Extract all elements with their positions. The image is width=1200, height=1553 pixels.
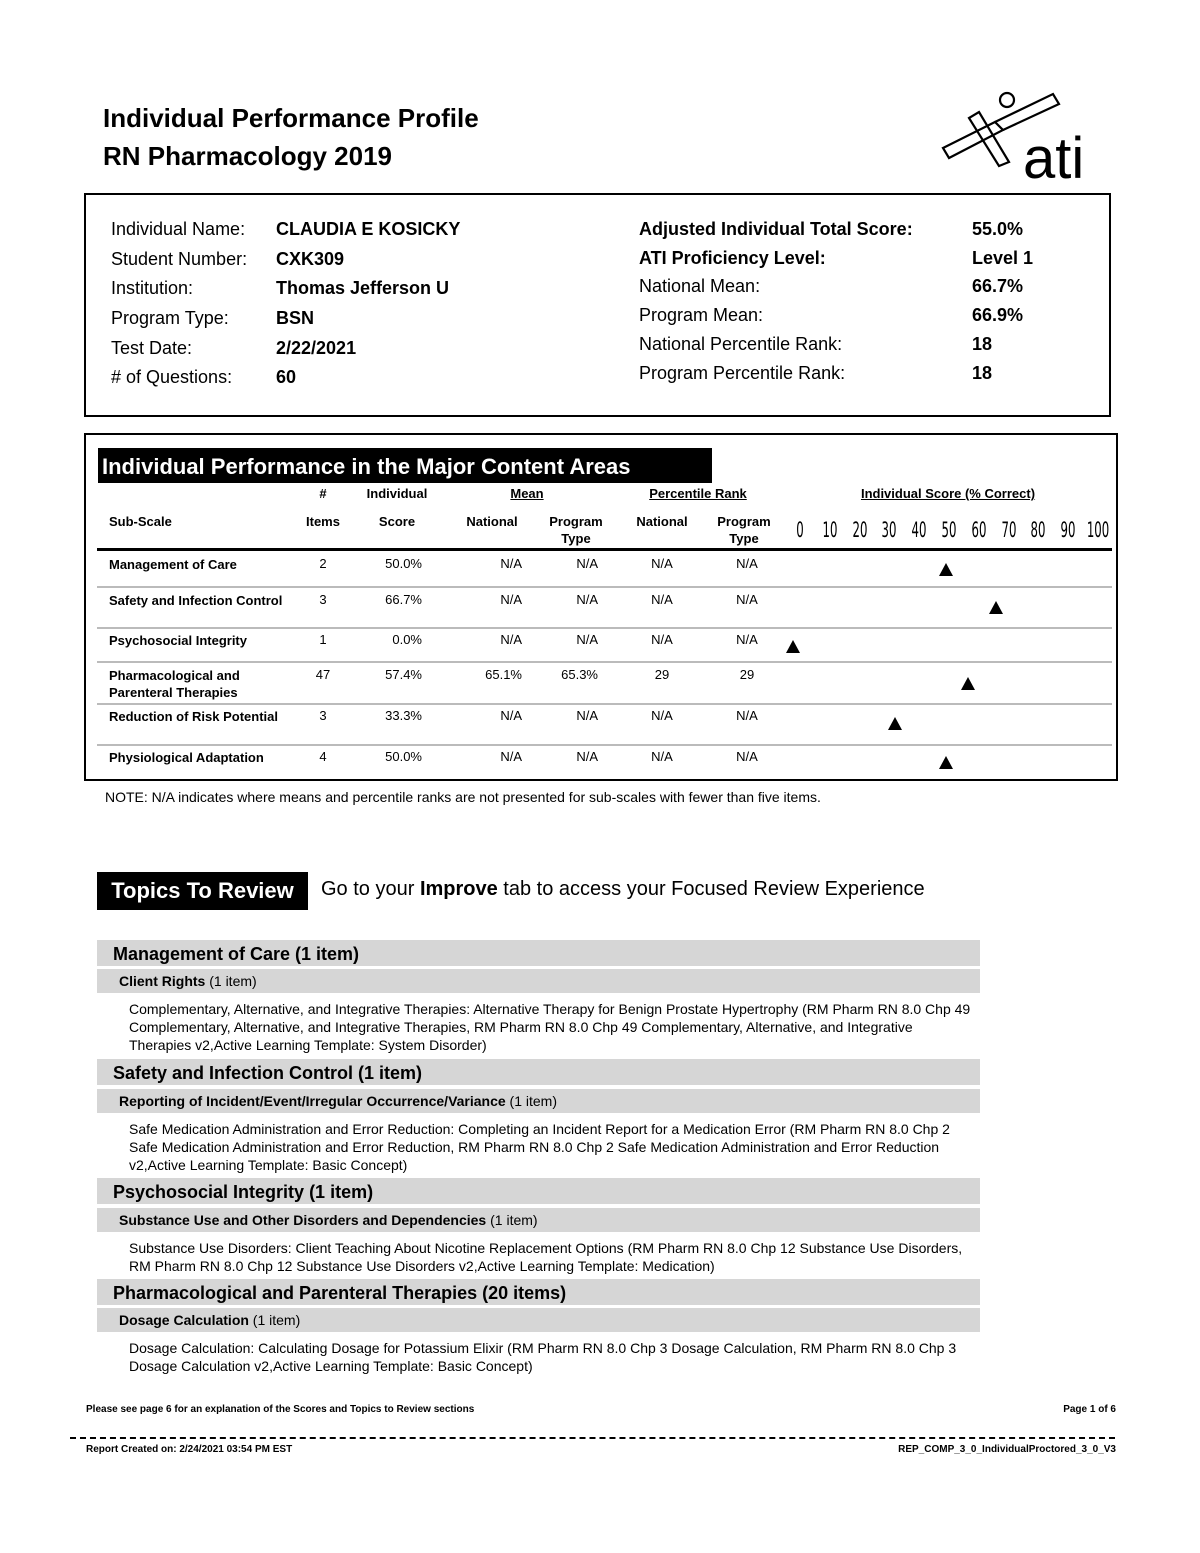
axis-tick-label: 50 <box>941 518 957 542</box>
footer-note: Please see page 6 for an explanation of the Scores and Topics to Review sections <box>86 1404 475 1415</box>
row-divider <box>97 744 1112 746</box>
score-marker <box>939 563 953 576</box>
program-mean: 66.9% <box>972 305 1024 326</box>
score-info-list <box>639 215 1033 388</box>
axis-tick-label: 80 <box>1030 518 1046 542</box>
topic-group-title: Pharmacological and Parenteral Therapies (20 items) <box>97 1279 980 1305</box>
axis-tick-label: 70 <box>1001 518 1017 542</box>
performance-heading: Individual Performance in the Major Content Areas <box>98 448 712 483</box>
subscale-name: Management of Care <box>109 557 237 572</box>
program-mean-value: N/A <box>576 708 598 723</box>
na-note: NOTE: N/A indicates where means and percentile ranks are not presented for sub-scales with fewer than five items. <box>105 789 821 805</box>
info-row-student-number: Student Number: CXK309 <box>111 248 345 269</box>
axis-tick-label: 90 <box>1060 518 1076 542</box>
national-mean-value: N/A <box>500 556 522 571</box>
header-chart-group: Individual Score (% Correct) <box>860 486 1036 501</box>
improve-tab-link: Improve <box>419 878 498 900</box>
topic-group-title: Psychosocial Integrity (1 item) <box>97 1178 980 1204</box>
report-code: REP_COMP_3_0_IndividualProctored_3_0_V3 <box>898 1444 1116 1455</box>
subscale-name: Reduction of Risk Potential <box>109 709 279 724</box>
subscale-name: Safety and Infection Control <box>109 593 283 608</box>
topic-subgroup: Substance Use and Other Disorders and Dependencies (1 item) <box>97 1208 980 1232</box>
test-date: 2/22/2021 <box>276 337 357 358</box>
student-info-box <box>84 193 1111 417</box>
report-title: Individual Performance Profile <box>103 103 479 133</box>
individual-score: 0.0% <box>392 632 422 647</box>
items-count: 1 <box>319 632 327 647</box>
topic-description: Substance Use Disorders: Client Teaching About Nicotine Replacement Options (RM Pharm RN 8.0 Chp 12 Substance Use Disorders, RM Pharm RN 8.0 Chp 12 Substance Use Disorders v2,Active Learning Template: Medication) <box>129 1240 963 1274</box>
info-row-program-mean: Program Mean: 66.9% <box>639 305 1024 326</box>
score-marker <box>888 717 902 730</box>
individual-score: 50.0% <box>385 556 422 571</box>
items-count: 4 <box>319 749 327 764</box>
subscale-name: Psychosocial Integrity <box>109 633 247 648</box>
national-mean-value: N/A <box>500 749 522 764</box>
header-mean-group: Mean <box>510 486 544 501</box>
topic-group-title: Safety and Infection Control (1 item) <box>97 1059 980 1085</box>
info-row-national-rank: National Percentile Rank: 18 <box>639 334 993 355</box>
subscale-name: Physiological Adaptation <box>109 750 264 765</box>
national-mean-value: N/A <box>500 632 522 647</box>
national-rank-value: N/A <box>651 592 673 607</box>
info-row-program-rank: Program Percentile Rank: 18 <box>639 362 993 383</box>
program-rank-value: N/A <box>736 749 758 764</box>
topic-subgroup: Client Rights (1 item) <box>97 969 980 993</box>
student-name: CLAUDIA E KOSICKY <box>276 219 461 240</box>
topic-description: Dosage Calculation: Calculating Dosage for Potassium Elixir (RM Pharm RN 8.0 Chp 3 Dosage Calculation, RM Pharm RN 8.0 Chp 3 Dosage Calculation v2,Active Learning Template: Basic Concept) <box>129 1340 957 1374</box>
info-row-total-score: Adjusted Individual Total Score: 55.0% <box>639 218 1024 239</box>
header-score: Score <box>378 514 416 529</box>
national-percentile-rank: 18 <box>972 334 993 355</box>
row-divider <box>97 627 1112 629</box>
program-rank-value: N/A <box>736 632 758 647</box>
footer-divider <box>70 1437 1115 1439</box>
proficiency-level: Level 1 <box>972 247 1034 268</box>
national-mean-value: N/A <box>500 592 522 607</box>
row-divider <box>97 661 1112 663</box>
institution: Thomas Jefferson U <box>276 278 450 299</box>
national-mean: 66.7% <box>972 276 1024 297</box>
national-rank-value: N/A <box>651 708 673 723</box>
ati-logo-text: ati <box>1023 126 1085 186</box>
topic-subgroup: Reporting of Incident/Event/Irregular Occurrence/Variance (1 item) <box>97 1089 980 1113</box>
topics-intro: Go to your Improve tab to access your Focused Review Experience <box>321 878 925 900</box>
individual-score: 33.3% <box>385 708 422 723</box>
header-program-mean-2: Type <box>561 531 591 546</box>
info-row-questions: # of Questions: 60 <box>111 367 297 388</box>
program-rank-value: 29 <box>739 667 755 682</box>
score-marker <box>939 756 953 769</box>
row-divider <box>97 586 1112 588</box>
national-rank-value: N/A <box>651 556 673 571</box>
header-subscale: Sub-Scale <box>109 514 172 529</box>
individual-score: 50.0% <box>385 749 422 764</box>
header-score-top: Individual <box>366 486 428 501</box>
score-marker <box>961 677 975 690</box>
info-row-institution: Institution: Thomas Jefferson U <box>111 278 450 299</box>
info-row-test-date: Test Date: 2/22/2021 <box>111 337 357 358</box>
row-divider <box>97 703 1112 705</box>
header-program-mean-1: Program <box>549 514 603 529</box>
items-count: 2 <box>319 556 327 571</box>
header-rank-group: Percentile Rank <box>649 486 747 501</box>
axis-tick-label: 40 <box>911 518 927 542</box>
items-count: 3 <box>319 708 327 723</box>
topic-subgroup: Dosage Calculation (1 item) <box>97 1308 980 1332</box>
score-marker <box>989 601 1003 614</box>
header-items-top: # <box>319 486 327 501</box>
header-program-rank-2: Type <box>729 531 759 546</box>
program-rank-value: N/A <box>736 556 758 571</box>
info-row-name: Individual Name: CLAUDIA E KOSICKY <box>111 219 461 240</box>
axis-tick-label: 0 <box>796 518 804 542</box>
axis-tick-label: 20 <box>852 518 868 542</box>
header-program-rank-1: Program <box>717 514 771 529</box>
info-row-program-type: Program Type: BSN <box>111 308 315 329</box>
national-rank-value: N/A <box>651 749 673 764</box>
individual-score: 57.4% <box>385 667 422 682</box>
program-mean-value: N/A <box>576 556 598 571</box>
total-score: 55.0% <box>972 218 1024 239</box>
axis-tick-label: 30 <box>881 518 897 542</box>
student-info-list <box>111 215 460 393</box>
report-subtitle: RN Pharmacology 2019 <box>103 141 393 171</box>
table-header-rule <box>97 548 1112 551</box>
header-items: Items <box>306 514 340 529</box>
report-created: Report Created on: 2/24/2021 03:54 PM EST <box>86 1444 293 1455</box>
national-mean-value: 65.1% <box>485 667 522 682</box>
program-mean-value: N/A <box>576 592 598 607</box>
score-marker <box>786 640 800 653</box>
page-number: Page 1 of 6 <box>1063 1404 1116 1415</box>
header-national-rank: National <box>636 514 688 529</box>
national-rank-value: N/A <box>651 632 673 647</box>
topic-description: Safe Medication Administration and Error Reduction: Completing an Incident Report for a Medication Error (RM Pharm RN 8.0 Chp 2 Safe Medication Administration and Error Reduction, RM Pharm RN 8.0 Chp 2 Safe Medication Administration and Error Reduction v2,Active Learning Template: Basic Concept) <box>129 1121 950 1173</box>
student-number: CXK309 <box>276 248 345 269</box>
question-count: 60 <box>276 367 297 388</box>
program-mean-value: 65.3% <box>561 667 598 682</box>
program-mean-value: N/A <box>576 749 598 764</box>
subscale-name: Pharmacological and Parenteral Therapies <box>109 668 240 700</box>
items-count: 3 <box>319 592 327 607</box>
items-count: 47 <box>315 667 331 682</box>
individual-score: 66.7% <box>385 592 422 607</box>
program-rank-value: N/A <box>736 708 758 723</box>
national-mean-value: N/A <box>500 708 522 723</box>
national-rank-value: 29 <box>654 667 670 682</box>
topic-group-title: Management of Care (1 item) <box>97 940 980 966</box>
program-type: BSN <box>276 308 315 329</box>
program-percentile-rank: 18 <box>972 362 993 383</box>
axis-tick-label: 10 <box>822 518 838 542</box>
axis-tick-label: 60 <box>971 518 987 542</box>
axis-tick-label: 100 <box>1086 518 1110 542</box>
program-mean-value: N/A <box>576 632 598 647</box>
info-row-proficiency: ATI Proficiency Level: Level 1 <box>639 247 1034 268</box>
info-row-national-mean: National Mean: 66.7% <box>639 276 1024 297</box>
topic-description: Complementary, Alternative, and Integrative Therapies: Alternative Therapy for Benign Prostate Hypertrophy (RM Pharm RN 8.0 Chp 49 Complementary, Alternative, and Integrative Therapies, RM Pharm RN 8.0 Chp 49 Complementary, Alternative, and Integrative Therapies v2,Active Learning Template: System Disorder) <box>129 1001 971 1053</box>
program-rank-value: N/A <box>736 592 758 607</box>
topics-to-review-tag: Topics To Review <box>97 872 308 910</box>
ati-logo <box>935 86 1105 186</box>
header-national-mean: National <box>466 514 518 529</box>
